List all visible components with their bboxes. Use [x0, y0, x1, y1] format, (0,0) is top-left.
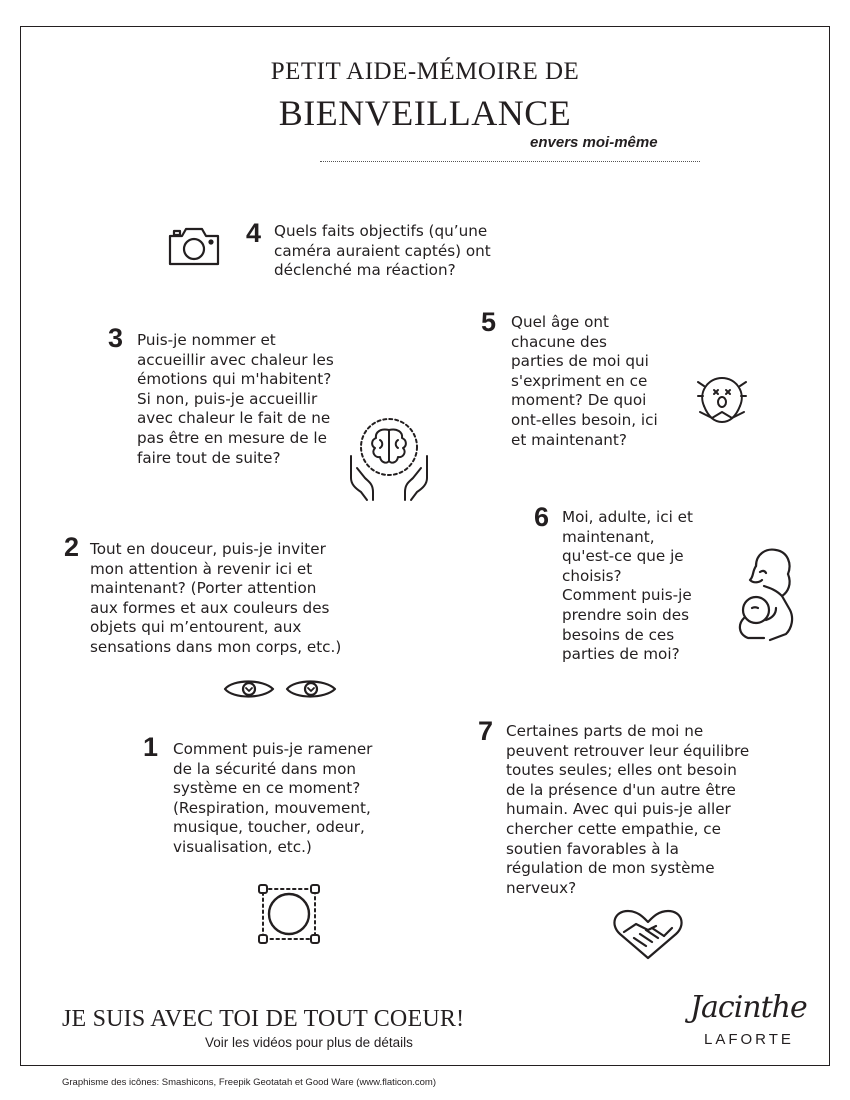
item-6-number: 6 — [534, 502, 550, 532]
item-1-number: 1 — [143, 732, 159, 762]
item-4-number: 4 — [246, 218, 262, 248]
footer-videos-note: Voir les vidéos pour plus de détails — [205, 1035, 413, 1050]
item-3-text: Puis-je nommer et accueillir avec chaleur les émotions qui m'habitent? Si non, puis-je accueillir avec chaleur le fait de ne pas être en mesure de le faire tout de suite? — [137, 331, 334, 467]
camera-icon — [166, 222, 222, 270]
item-3-number: 3 — [108, 323, 124, 353]
crying-baby-icon — [694, 372, 750, 428]
signature-name: LAFORTE — [704, 1031, 794, 1048]
item-2-number: 2 — [64, 532, 80, 562]
item-1-text: Comment puis-je ramener de la sécurité dans mon système en ce moment? (Respiration, mouvement, musique, toucher, odeur, visualisation, etc.) — [173, 740, 373, 856]
dotted-divider — [320, 161, 700, 162]
item-4-text: Quels faits objectifs (qu’une caméra auraient captés) ont déclenché ma réaction? — [274, 222, 491, 280]
icon-credits: Graphisme des icônes: Smashicons, Freepik Geotatah et Good Ware (www.flaticon.com) — [62, 1077, 436, 1088]
item-7-text: Certaines parts de moi ne peuvent retrouver leur équilibre toutes seules; elles ont besoin de la présence d'un autre être humain. Avec qui puis-je aller chercher cette empathie, ce soutien favorables à la régulation de mon système nerveux? — [506, 722, 750, 897]
footer-message: JE SUIS AVEC TOI DE TOUT COEUR! — [62, 1006, 465, 1032]
item-6-text: Moi, adulte, ici et maintenant, qu'est-ce que je choisis? Comment puis-je prendre soin des besoins de ces parties de moi? — [562, 508, 693, 664]
title-line-1: PETIT AIDE-MÉMOIRE DE — [270, 58, 580, 85]
heart-handshake-icon — [610, 908, 686, 962]
mother-child-icon — [730, 544, 802, 642]
eyes-icon — [223, 676, 339, 702]
title-line-2: BIENVEILLANCE — [278, 93, 572, 133]
item-5-number: 5 — [481, 307, 497, 337]
signature-logo: Jacinthe — [690, 990, 807, 1025]
item-2-text: Tout en douceur, puis-je inviter mon attention à revenir ici et maintenant? (Porter attention aux formes et aux couleurs des objets qui m’entourent, aux sensations dans mon corps, etc.) — [90, 540, 342, 656]
item-5-text: Quel âge ont chacune des parties de moi qui s'expriment en ce moment? De quoi ont-elles besoin, ici et maintenant? — [511, 313, 658, 449]
brain-hands-icon — [347, 416, 431, 502]
item-7-number: 7 — [478, 716, 494, 746]
circle-selection-icon — [255, 882, 323, 946]
subtitle: envers moi-même — [530, 134, 658, 151]
